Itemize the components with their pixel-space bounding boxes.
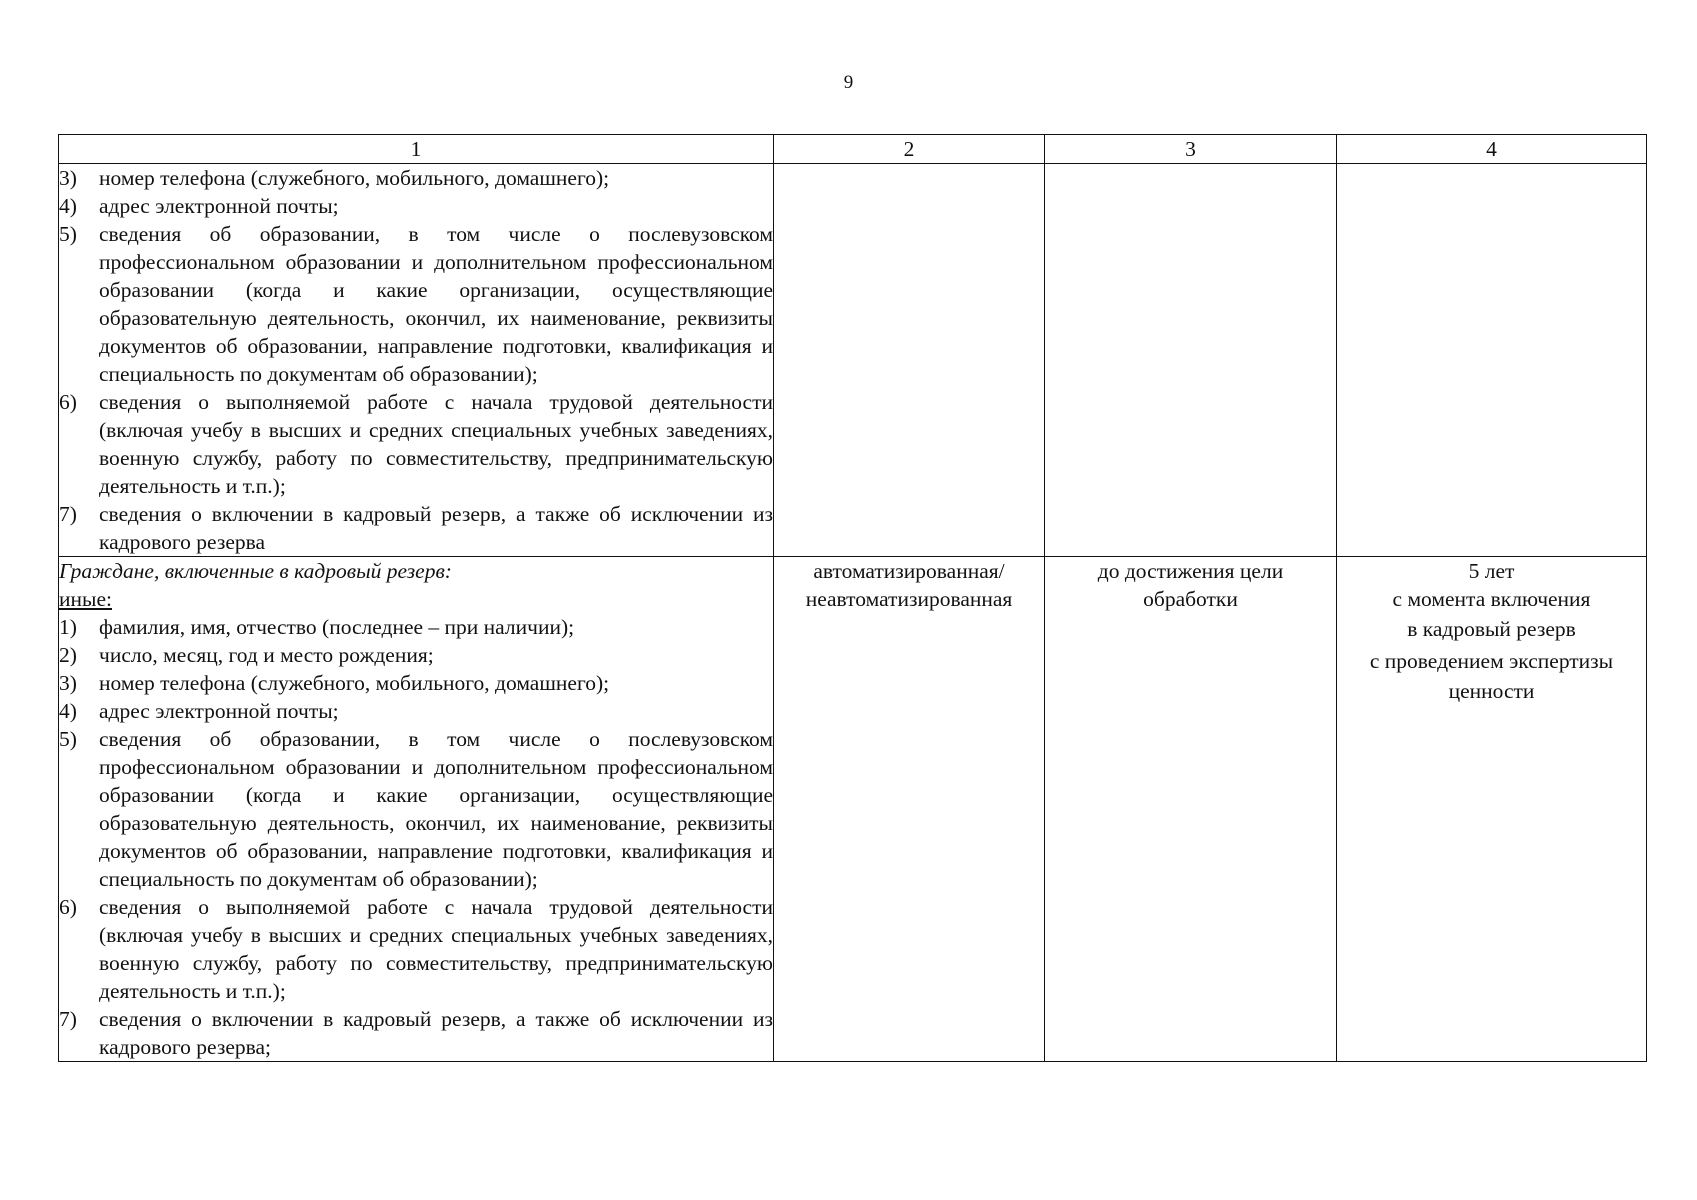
processing-term-line-2: обработки <box>1143 587 1238 611</box>
list-item <box>59 192 773 220</box>
list-item-text: сведения о включении в кадровый резерв, а также об исключении из кадрового резерва; <box>99 1007 773 1059</box>
list-item-text: сведения о выполняемой работе с начала трудовой деятельности (включая учебу в высших и средних специальных учебных заведениях, военную службу, работу по совместительству, предпринимательскую деятельность и т.п.); <box>99 895 773 1003</box>
list-item <box>59 697 773 725</box>
page-number: 9 <box>843 72 854 93</box>
row1-processing-cell <box>774 164 1045 557</box>
list-item-number: 7) <box>59 502 77 526</box>
list-item-text: сведения об образовании, в том числе о послевузовском профессиональном образовании и дополнительном профессиональном образовании (когда и какие организации, осуществляющие образовательную деятельность, окончил, их наименование, реквизиты документов об образовании, направление подготовки, квалификация и специальность по документам об образовании); <box>99 727 773 891</box>
header-col-1: 1 <box>59 135 774 164</box>
group-title: Граждане, включенные в кадровый резерв: <box>59 559 452 583</box>
list-item <box>59 669 773 697</box>
retention-line-3: в кадровый резерв <box>1407 617 1576 641</box>
list-item-text: сведения о выполняемой работе с начала трудовой деятельности (включая учебу в высших и средних специальных учебных заведениях, военную службу, работу по совместительству, предпринимательскую деятельность и т.п.); <box>99 390 773 498</box>
list-item <box>59 388 773 500</box>
row2-processing-cell <box>774 557 1045 1062</box>
retention-line-5: ценности <box>1448 679 1535 703</box>
group-subtitle: иные: <box>59 587 112 611</box>
list-item-number: 1) <box>59 615 77 639</box>
table-row <box>59 557 1647 1062</box>
list-item-text: номер телефона (служебного, мобильного, домашнего); <box>99 671 610 695</box>
list-item <box>59 725 773 893</box>
list-item-number: 6) <box>59 895 77 919</box>
list-item <box>59 641 773 669</box>
table-row <box>59 164 1647 557</box>
list-item <box>59 1005 773 1061</box>
list-item-number: 3) <box>59 166 77 190</box>
retention-line-1: 5 лет <box>1468 559 1515 583</box>
row2-term-cell <box>1045 557 1337 1062</box>
row1-data-list <box>59 164 774 557</box>
processing-term-line-1: до достижения цели <box>1097 559 1284 583</box>
list-item-number: 3) <box>59 671 77 695</box>
list-item <box>59 893 773 1005</box>
list-item-number: 2) <box>59 643 77 667</box>
data-table <box>58 134 1647 1062</box>
retention-line-2: с момента включения <box>1392 587 1591 611</box>
list-item-text: число, месяц, год и место рождения; <box>99 643 434 667</box>
header-row <box>59 135 1647 164</box>
list-item-number: 7) <box>59 1007 77 1031</box>
processing-type-line-1: автоматизированная/ <box>813 559 1005 583</box>
row1-term-cell <box>1045 164 1337 557</box>
row1-retention-cell <box>1337 164 1647 557</box>
processing-type-line-2: неавтоматизированная <box>805 587 1013 611</box>
list-item-number: 5) <box>59 222 77 246</box>
header-col-4: 4 <box>1337 135 1647 164</box>
list-item-text: сведения об образовании, в том числе о послевузовском профессиональном образовании и дополнительном профессиональном образовании (когда и какие организации, осуществляющие образовательную деятельность, окончил, их наименование, реквизиты документов об образовании, направление подготовки, квалификация и специальность по документам об образовании); <box>99 222 773 386</box>
header-col-2: 2 <box>774 135 1045 164</box>
list-item-number: 4) <box>59 194 77 218</box>
row2-data-list <box>59 557 774 1062</box>
list-item <box>59 220 773 388</box>
list-item-text: адрес электронной почты; <box>99 699 339 723</box>
list-item-text: адрес электронной почты; <box>99 194 339 218</box>
list-item <box>59 500 773 556</box>
list-item-text: номер телефона (служебного, мобильного, домашнего); <box>99 166 610 190</box>
list-item <box>59 613 773 641</box>
list-item-text: сведения о включении в кадровый резерв, а также об исключении из кадрового резерва <box>99 502 773 554</box>
header-col-3: 3 <box>1045 135 1337 164</box>
list-item-text: фамилия, имя, отчество (последнее – при наличии); <box>99 615 575 639</box>
row2-retention-cell <box>1337 557 1647 1062</box>
list-item-number: 4) <box>59 699 77 723</box>
list-item-number: 5) <box>59 727 77 751</box>
list-item <box>59 164 773 192</box>
list-item-number: 6) <box>59 390 77 414</box>
retention-line-4: с проведением экспертизы <box>1369 649 1614 673</box>
